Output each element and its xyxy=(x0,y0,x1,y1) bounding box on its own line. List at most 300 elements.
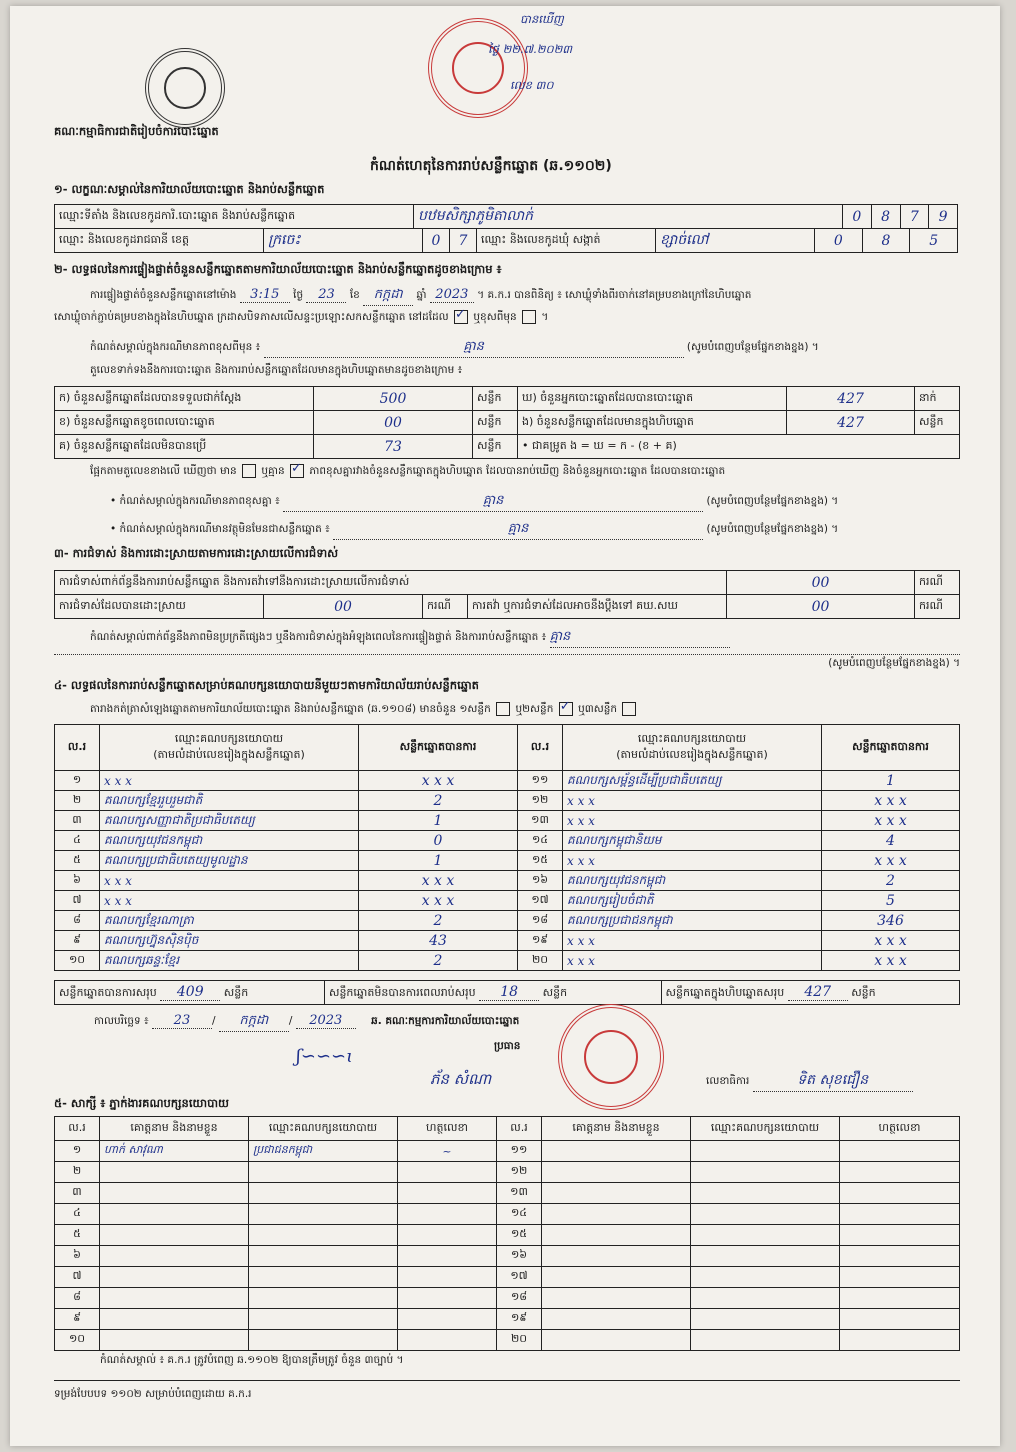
count-unit-e: សន្លឹក xyxy=(915,411,960,435)
witness-no: ១៨ xyxy=(497,1288,542,1309)
results-no: ៥ xyxy=(55,851,100,871)
results-party: គណបក្សឆន្ទៈខ្មែរ xyxy=(100,951,359,971)
count-value-a: 500 xyxy=(314,387,473,411)
verify-line2-end: ។ xyxy=(541,311,549,323)
province-value: ក្រចេះ xyxy=(264,229,423,253)
results-no: ១៣ xyxy=(518,811,563,831)
results-votes: x x x xyxy=(822,851,960,871)
verify-line-2 xyxy=(54,310,548,326)
bullet2-line xyxy=(110,520,960,540)
results-votes: x x x xyxy=(359,871,518,891)
results-votes: 2 xyxy=(359,791,518,811)
results-no: ៤ xyxy=(55,831,100,851)
count-label-b: ខ) ចំនួនសន្លឹកឆ្នោតខូចពេលបោះឆ្នោត xyxy=(55,411,314,435)
results-no: ១១ xyxy=(518,771,563,791)
province-label: ឈ្មោះ និងលេខកូដរាជធានី ខេត្ត xyxy=(55,229,264,253)
witness-no: ១៦ xyxy=(497,1246,542,1267)
compare-text-a: ផ្អែកតាមតួលេខខាងលើ ឃើញថា មាន xyxy=(90,465,237,477)
witness-sign xyxy=(840,1246,960,1267)
count-row-1 xyxy=(55,387,960,411)
witness-party xyxy=(249,1162,398,1183)
results-votes: 1 xyxy=(359,851,518,871)
witness-no: ២០ xyxy=(497,1330,542,1351)
witness-no: ៦ xyxy=(55,1246,100,1267)
witness-party xyxy=(249,1183,398,1204)
witness-name xyxy=(100,1288,249,1309)
results-votes: x x x xyxy=(822,931,960,951)
bullet2-value: គ្មាន xyxy=(333,520,703,540)
witness-party xyxy=(691,1309,840,1330)
results-party: គណបក្សយុវជនកម្ពុជា xyxy=(563,871,822,891)
bullet2-fill-hint: (សូមបំពេញបន្ថែមផ្នែកខាងខ្នង) ។ xyxy=(706,523,839,535)
witness-party xyxy=(691,1204,840,1225)
verify-line2-b: ឬខុសពីមុន xyxy=(473,311,517,323)
verify-year: 2023 xyxy=(430,287,474,303)
secretary-label: លេខាធិការ xyxy=(706,1075,750,1087)
different-checkbox[interactable] xyxy=(522,310,536,324)
total-valid-value: 409 xyxy=(160,984,220,1001)
results-no: ១៥ xyxy=(518,851,563,871)
total-invalid-cell xyxy=(324,981,661,1005)
commune-value: ខ្សាច់លៅ xyxy=(656,229,815,253)
results-col-no-right: ល.រ xyxy=(518,725,563,771)
site-label: ឈ្មោះទីតាំង និងលេខកូដការិ.បោះឆ្នោត និងរាប់សន្លឹកឆ្នោត xyxy=(55,205,414,229)
witness-sign xyxy=(840,1309,960,1330)
witness-name xyxy=(100,1330,249,1351)
results-votes: 2 xyxy=(822,871,960,891)
committee-label: គណៈកម្មាធិការជាតិរៀបចំការបោះឆ្នោត xyxy=(54,124,219,138)
table-row xyxy=(55,1267,960,1288)
count-label-a: ក) ចំនួនសន្លឹកឆ្នោតដែលបានទទួលជាក់ស្តែង xyxy=(55,387,314,411)
results-votes: 5 xyxy=(822,891,960,911)
results-party: x x x xyxy=(563,951,822,971)
no-difference-checkbox[interactable] xyxy=(290,464,304,478)
witness-col-party-right: ឈ្មោះគណបក្សនយោបាយ xyxy=(691,1117,840,1141)
results-party: x x x xyxy=(563,851,822,871)
witness-no: ១៩ xyxy=(497,1309,542,1330)
table-row xyxy=(55,1141,960,1162)
site-code-4: 9 xyxy=(929,205,958,229)
witness-name xyxy=(542,1225,691,1246)
commune-code-2: 8 xyxy=(862,229,910,253)
results-col-party-right-title: ឈ្មោះគណបក្សនយោបាយ xyxy=(637,731,747,745)
table-row xyxy=(55,1309,960,1330)
witness-no: ១ xyxy=(55,1141,100,1162)
results-party: x x x xyxy=(100,891,359,911)
witness-no: ១១ xyxy=(497,1141,542,1162)
witness-name xyxy=(100,1204,249,1225)
results-col-party-right-sub: (តាមលំដាប់លេខរៀងក្នុងសន្លឹកឆ្នោត) xyxy=(616,747,768,761)
witness-sign xyxy=(398,1288,497,1309)
witness-name xyxy=(542,1246,691,1267)
witness-no: ១៤ xyxy=(497,1204,542,1225)
bullet1-label: • កំណត់សម្គាល់ក្នុងករណីមានភាពខុសគ្នា ៖ xyxy=(110,495,280,507)
witness-no: ២ xyxy=(55,1162,100,1183)
table-row xyxy=(55,1330,960,1351)
table-row xyxy=(55,871,960,891)
results-no: ១២ xyxy=(518,791,563,811)
irregularity-note-value: គ្មាន xyxy=(550,628,730,648)
results-party: គណបក្សយុវជនកម្ពុជា xyxy=(100,831,359,851)
nec-emblem xyxy=(145,48,225,128)
witness-no: ៤ xyxy=(55,1204,100,1225)
bullet1-fill-hint: (សូមបំពេញបន្ថែមផ្នែកខាងខ្នង) ។ xyxy=(706,495,839,507)
witness-sign xyxy=(398,1162,497,1183)
results-party: x x x xyxy=(563,811,822,831)
results-party: គណបក្សហ្វ៊ុនស៊ិនប៉ិច xyxy=(100,931,359,951)
witness-col-sign-right: ហត្ថលេខា xyxy=(840,1117,960,1141)
total-inbox-cell xyxy=(661,981,960,1005)
results-party: គណបក្សខ្មែររួបរួមជាតិ xyxy=(100,791,359,811)
witness-sign xyxy=(840,1183,960,1204)
witness-sign xyxy=(840,1204,960,1225)
witness-no: ១២ xyxy=(497,1162,542,1183)
chair-signature: ʃ∽∽∽ɩ xyxy=(296,1046,354,1067)
tally-intro: តារាងកត់ត្រាសំឡេងឆ្នោតតាមការិយាល័យបោះឆ្នោត និងរាប់សន្លឹកឆ្នោត (ឆ.១១០៨) មានចំនួន ១សន្លឹក xyxy=(90,703,491,715)
witness-sign xyxy=(398,1204,497,1225)
total-inbox-label: សន្លឹកឆ្នោតក្នុងហិបឆ្នោតសរុប xyxy=(665,985,785,999)
table-row xyxy=(55,911,960,931)
count-unit-b: សន្លឹក xyxy=(473,411,518,435)
tally-intro-b: ឬ២សន្លឹក xyxy=(515,703,554,715)
results-votes: x x x xyxy=(359,891,518,911)
results-votes: 0 xyxy=(359,831,518,851)
results-party: គណបក្សសញ្ញាជាតិប្រជាធិបតេយ្យ xyxy=(100,811,359,831)
resolved-label: ការជំទាស់ដែលបានដោះស្រាយ xyxy=(55,595,264,619)
witness-sign xyxy=(398,1225,497,1246)
results-votes: x x x xyxy=(822,811,960,831)
witness-party xyxy=(691,1162,840,1183)
witness-name xyxy=(542,1183,691,1204)
results-no: ១ xyxy=(55,771,100,791)
objections-table xyxy=(54,570,960,619)
witness-party xyxy=(249,1288,398,1309)
results-party: x x x xyxy=(100,771,359,791)
province-code-1: 0 xyxy=(423,229,450,253)
verify-text-c: ខែ xyxy=(349,289,360,301)
results-party: គណបក្សសម្ព័ន្ធដើម្បីប្រជាធិបតេយ្យ xyxy=(563,771,822,791)
witness-no: ១៧ xyxy=(497,1267,542,1288)
tally-sheet-line xyxy=(90,702,638,718)
results-col-party-sub: (តាមលំដាប់លេខរៀងក្នុងសន្លឹកឆ្នោត) xyxy=(153,747,305,761)
total-valid-cell xyxy=(55,981,325,1005)
irregularity-fill-hint: (សូមបំពេញបន្ថែមផ្នែកខាងខ្នង) ។ xyxy=(54,654,960,672)
table-row xyxy=(55,811,960,831)
witness-sign xyxy=(398,1267,497,1288)
witness-sign xyxy=(398,1330,497,1351)
witness-name xyxy=(542,1288,691,1309)
results-no: ១៤ xyxy=(518,831,563,851)
secretary-name: ទិត សុខជឿន xyxy=(753,1070,913,1092)
official-seal-top xyxy=(428,18,528,118)
witness-no: ១០ xyxy=(55,1330,100,1351)
form-footer: ទម្រង់បែបបទ ១១០២ សម្រាប់បំពេញដោយ គ.ក.រ xyxy=(54,1388,252,1400)
footer-divider xyxy=(54,1380,960,1381)
results-votes: 1 xyxy=(359,811,518,831)
results-no: ៧ xyxy=(55,891,100,911)
counts-table xyxy=(54,386,960,459)
witness-party xyxy=(249,1225,398,1246)
results-votes: 346 xyxy=(822,911,960,931)
witness-sign xyxy=(840,1288,960,1309)
results-votes: 2 xyxy=(359,911,518,931)
witness-name xyxy=(100,1183,249,1204)
count-value-e: 427 xyxy=(787,411,915,435)
witness-no: ៧ xyxy=(55,1267,100,1288)
results-no: ២០ xyxy=(518,951,563,971)
witness-no: ៣ xyxy=(55,1183,100,1204)
objections-unit: ករណី xyxy=(915,571,960,595)
table-row xyxy=(55,791,960,811)
total-valid-label: សន្លឹកឆ្នោតបានការសរុប xyxy=(59,985,157,999)
section5-heading: ៥- សាក្សី ៖ ភ្នាក់ងារគណបក្សនយោបាយ xyxy=(54,1096,229,1110)
witness-no: ៩ xyxy=(55,1309,100,1330)
compare-text-b: ឬគ្មាន xyxy=(261,465,285,477)
irregularity-note xyxy=(90,628,960,648)
results-body xyxy=(55,771,960,971)
compare-line xyxy=(90,464,725,480)
bullet2-label: • កំណត់សម្គាល់ក្នុងករណីមានវត្ថុមិនមែនជាសន្លឹកឆ្នោត ៖ xyxy=(110,523,330,535)
table-row xyxy=(55,1225,960,1246)
one-sheet-checkbox[interactable] xyxy=(496,702,510,716)
witness-party xyxy=(691,1288,840,1309)
results-no: ១៧ xyxy=(518,891,563,911)
witness-name xyxy=(100,1246,249,1267)
table-row xyxy=(55,1288,960,1309)
witness-party xyxy=(249,1267,398,1288)
bullet1-value: គ្មាន xyxy=(283,492,703,512)
witness-name xyxy=(542,1204,691,1225)
witness-party xyxy=(691,1183,840,1204)
two-sheets-checkbox[interactable] xyxy=(559,702,573,716)
witness-no: ៨ xyxy=(55,1288,100,1309)
same-checkbox[interactable] xyxy=(454,310,468,324)
witness-party xyxy=(249,1309,398,1330)
difference-note-value: គ្មាន xyxy=(264,338,684,358)
witness-col-name-right: គោត្តនាម និងនាមខ្លួន xyxy=(542,1117,691,1141)
results-party: x x x xyxy=(100,871,359,891)
verify-time: 3:15 xyxy=(240,287,290,303)
count-label-c: គ) ចំនួនសន្លឹកឆ្នោតដែលមិនបានប្រើ xyxy=(55,435,314,459)
witness-name: ហាក់ សាវុណា xyxy=(100,1141,249,1162)
total-inbox-value: 427 xyxy=(788,984,848,1001)
witness-party xyxy=(691,1267,840,1288)
witness-no: ១៣ xyxy=(497,1183,542,1204)
date-month: កក្កដា xyxy=(219,1012,289,1032)
results-col-votes: សន្លឹកឆ្នោតបានការ xyxy=(359,725,518,771)
verify-text-e: ។ គ.ក.រ បានពិនិត្យ ៖ សោឃ្លុំទាំងពីរចាក់នៅគម្របខាងក្រៅនៃហិបឆ្នោត xyxy=(477,289,752,301)
stamp-note-3: លេខ ៣០ xyxy=(510,78,554,92)
table-row xyxy=(55,1204,960,1225)
date-line: កាលបរិច្ឆេទ ៖ 23 / កក្កដា / 2023 ឆ. គណៈកម្មការការិយាល័យបោះឆ្នោត xyxy=(94,1012,519,1032)
resolved-unit: ករណី xyxy=(423,595,468,619)
witness-col-no: ល.រ xyxy=(55,1117,100,1141)
results-party: x x x xyxy=(563,931,822,951)
table-row xyxy=(55,1183,960,1204)
appeal-value: 00 xyxy=(727,595,915,619)
results-party: គណបក្សប្រជាធិបតេយ្យមូលដ្ឋាន xyxy=(100,851,359,871)
results-no: ១០ xyxy=(55,951,100,971)
verify-text-b: ថ្ងៃ xyxy=(293,289,304,301)
difference-note-label: កំណត់សម្គាល់ក្នុងករណីមានភាពខុសពីមុន ៖ xyxy=(90,341,261,353)
table-row xyxy=(55,1246,960,1267)
witness-party xyxy=(691,1225,840,1246)
tally-intro-c: ឬ៣សន្លឹក xyxy=(578,703,618,715)
count-unit-a: សន្លឹក xyxy=(473,387,518,411)
chair-name: ភ័ន សំណា xyxy=(430,1070,492,1088)
verify-line2-text: សោឃ្លុំចាក់ភ្ជាប់គម្របខាងក្នុងនៃហិបឆ្នោត ក្រដាសបិទភាសលើសន្ទះប្រឡោះសកសន្លឹកឆ្នោត នៅដដែល xyxy=(54,311,449,323)
secretary-line xyxy=(706,1070,913,1092)
witness-name xyxy=(542,1330,691,1351)
witness-sign xyxy=(398,1246,497,1267)
verify-month: កក្កដា xyxy=(363,286,413,306)
counts-intro: តួលេខទាក់ទងនឹងការបោះឆ្នោត និងការរាប់សន្លឹកឆ្នោតដែលមានក្នុងហិបឆ្នោតមានដូចខាងក្រោម ៖ xyxy=(90,364,463,376)
results-votes: x x x xyxy=(822,951,960,971)
three-sheets-checkbox[interactable] xyxy=(622,702,636,716)
witness-party xyxy=(691,1330,840,1351)
count-formula: • ជាគម្រូត ង = ឃ = ក - (ខ + គ) xyxy=(518,435,960,459)
count-unit-d: នាក់ xyxy=(915,387,960,411)
committee-signature-title: ឆ. គណៈកម្មការការិយាល័យបោះឆ្នោត xyxy=(371,1015,520,1027)
table-row xyxy=(55,951,960,971)
witness-party xyxy=(249,1246,398,1267)
commune-label: ឈ្មោះ និងលេខកូដឃុំ សង្កាត់ xyxy=(477,229,656,253)
witness-sign xyxy=(840,1267,960,1288)
appeal-label: ការតវ៉ា ឬការជំទាស់ដែលអាចនឹងប្តឹងទៅ គឃ.សឃ xyxy=(468,595,727,619)
results-col-party xyxy=(100,725,359,771)
witness-table xyxy=(54,1116,960,1351)
witness-name xyxy=(542,1309,691,1330)
results-votes: 1 xyxy=(822,771,960,791)
results-votes: x x x xyxy=(359,771,518,791)
witness-col-party: ឈ្មោះគណបក្សនយោបាយ xyxy=(249,1117,398,1141)
section3-heading: ៣- ការជំទាស់ និងការដោះស្រាយតាមការដោះស្រាយលើការជំទាស់ xyxy=(54,546,339,560)
results-col-votes-right: សន្លឹកឆ្នោតបានការ xyxy=(822,725,960,771)
witness-name xyxy=(542,1162,691,1183)
results-party: x x x xyxy=(563,791,822,811)
table-row xyxy=(55,891,960,911)
results-col-party-title: ឈ្មោះគណបក្សនយោបាយ xyxy=(174,731,284,745)
results-no: ៣ xyxy=(55,811,100,831)
footnote: កំណត់សម្គាល់ ៖ គ.ក.រ ត្រូវបំពេញ ឆ.១១០២ ឱ្យបានត្រឹមត្រូវ ចំនួន ៣ច្បាប់ ។ xyxy=(100,1354,404,1366)
count-row-3 xyxy=(55,435,960,459)
stamp-note-1: បានឃើញ xyxy=(520,12,564,26)
table-row xyxy=(55,831,960,851)
witness-name xyxy=(100,1162,249,1183)
date-year: 2023 xyxy=(296,1013,356,1029)
witness-col-name: គោត្តនាម និងនាមខ្លួន xyxy=(100,1117,249,1141)
table-row xyxy=(55,1162,960,1183)
section1-heading: ១- លក្ខណៈសម្គាល់នៃការិយាល័យបោះឆ្នោត និងរាប់សន្លឹកឆ្នោត xyxy=(54,182,325,196)
witness-sign xyxy=(840,1141,960,1162)
witness-sign xyxy=(398,1309,497,1330)
objections-label: ការជំទាស់ពាក់ព័ន្ធនឹងការរាប់សន្លឹកឆ្នោត និងការតវ៉ាទៅនឹងការដោះស្រាយលើការជំទាស់ xyxy=(55,571,727,595)
witness-no: ៥ xyxy=(55,1225,100,1246)
witness-no: ១៥ xyxy=(497,1225,542,1246)
commune-code-3: 5 xyxy=(910,229,958,253)
total-valid-unit: សន្លឹក xyxy=(223,985,249,999)
witness-sign xyxy=(840,1330,960,1351)
witness-body xyxy=(55,1141,960,1351)
total-invalid-value: 18 xyxy=(479,984,539,1001)
commune-code-1: 0 xyxy=(815,229,863,253)
resolved-value: 00 xyxy=(264,595,423,619)
results-party: គណបក្សប្រជាជនកម្ពុជា xyxy=(563,911,822,931)
results-no: ១៩ xyxy=(518,931,563,951)
results-col-no: ល.រ xyxy=(55,725,100,771)
results-col-party-right xyxy=(563,725,822,771)
verify-day: 23 xyxy=(306,287,346,303)
chair-label: ប្រធាន xyxy=(494,1040,521,1052)
count-value-c: 73 xyxy=(314,435,473,459)
total-invalid-label: សន្លឹកឆ្នោតមិនបានការពេលរាប់សរុប xyxy=(328,985,476,999)
objections-value: 00 xyxy=(727,571,915,595)
total-invalid-unit: សន្លឹក xyxy=(542,985,568,999)
date-day: 23 xyxy=(152,1013,212,1029)
site-code-1: 0 xyxy=(843,205,872,229)
totals-table xyxy=(54,980,960,1005)
section1-table xyxy=(54,204,958,229)
table-row xyxy=(55,771,960,791)
stamp-note-2: ថ្ងៃ ២២.៧.២០២៣ xyxy=(488,42,573,56)
count-value-d: 427 xyxy=(787,387,915,411)
witness-party xyxy=(691,1141,840,1162)
count-label-d: ឃ) ចំនួនអ្នកបោះឆ្នោតដែលបានបោះឆ្នោត xyxy=(518,387,787,411)
irregularity-note-label: កំណត់សម្គាល់ពាក់ព័ន្ធនឹងភាពមិនប្រក្រតីផ្សេងៗ ឬនឹងការជំទាស់ក្នុងអំឡុងពេលនៃការផ្ទៀងផ្ទាត់ និងការរាប់សន្លឹកឆ្នោត ៖ xyxy=(90,631,547,643)
compare-text-c: ភាពខុសគ្នារវាងចំនួនសន្លឹកឆ្នោតក្នុងហិបឆ្នោត ដែលបានរាប់ឃើញ និងចំនួនអ្នកបោះឆ្នោត ដែលបានបោះឆ្នោត xyxy=(309,465,726,477)
results-no: ១៨ xyxy=(518,911,563,931)
site-code-3: 7 xyxy=(900,205,929,229)
appeal-unit: ករណី xyxy=(915,595,960,619)
table-row xyxy=(55,851,960,871)
count-label-e: ង) ចំនួនសន្លឹកឆ្នោតដែលមានក្នុងហិបឆ្នោត xyxy=(518,411,787,435)
verify-line-1 xyxy=(90,286,970,306)
results-no: ១៦ xyxy=(518,871,563,891)
total-inbox-unit: សន្លឹក xyxy=(851,985,876,999)
verify-text-a: ការផ្ទៀងផ្ទាត់ចំនួនសន្លឹកឆ្នោតនៅម៉ោង xyxy=(90,289,237,301)
results-votes: x x x xyxy=(822,791,960,811)
difference-fill-hint: (សូមបំពេញបន្ថែមផ្នែកខាងខ្នង) ។ xyxy=(686,341,819,353)
results-votes: 43 xyxy=(359,931,518,951)
province-code-2: 7 xyxy=(450,229,477,253)
witness-party xyxy=(249,1204,398,1225)
witness-name xyxy=(100,1309,249,1330)
results-votes: 4 xyxy=(822,831,960,851)
witness-name xyxy=(100,1225,249,1246)
witness-col-sign: ហត្ថលេខា xyxy=(398,1117,497,1141)
has-difference-checkbox[interactable] xyxy=(242,464,256,478)
results-no: ៦ xyxy=(55,871,100,891)
witness-party: ប្រជាជនកម្ពុជា xyxy=(249,1141,398,1162)
section4-heading: ៤- លទ្ធផលនៃការរាប់សន្លឹកឆ្នោតសម្រាប់គណបក្សនយោបាយនីមួយៗតាមការិយាល័យរាប់សន្លឹកឆ្នោត xyxy=(54,678,479,692)
witness-party xyxy=(249,1330,398,1351)
witness-name xyxy=(542,1141,691,1162)
results-no: ២ xyxy=(55,791,100,811)
date-label: កាលបរិច្ឆេទ ៖ xyxy=(94,1015,149,1027)
site-code-2: 8 xyxy=(871,205,900,229)
count-unit-c: សន្លឹក xyxy=(473,435,518,459)
table-row xyxy=(55,931,960,951)
verify-text-d: ឆ្នាំ xyxy=(416,289,427,301)
form-sheet xyxy=(10,6,1000,1446)
witness-name xyxy=(100,1267,249,1288)
results-votes: 2 xyxy=(359,951,518,971)
site-value: បឋមសិក្សាភូមិតាលាក់ xyxy=(414,205,843,229)
count-value-b: 00 xyxy=(314,411,473,435)
results-table xyxy=(54,724,960,971)
witness-col-no-right: ល.រ xyxy=(497,1117,542,1141)
section1-table-row2 xyxy=(54,228,958,253)
